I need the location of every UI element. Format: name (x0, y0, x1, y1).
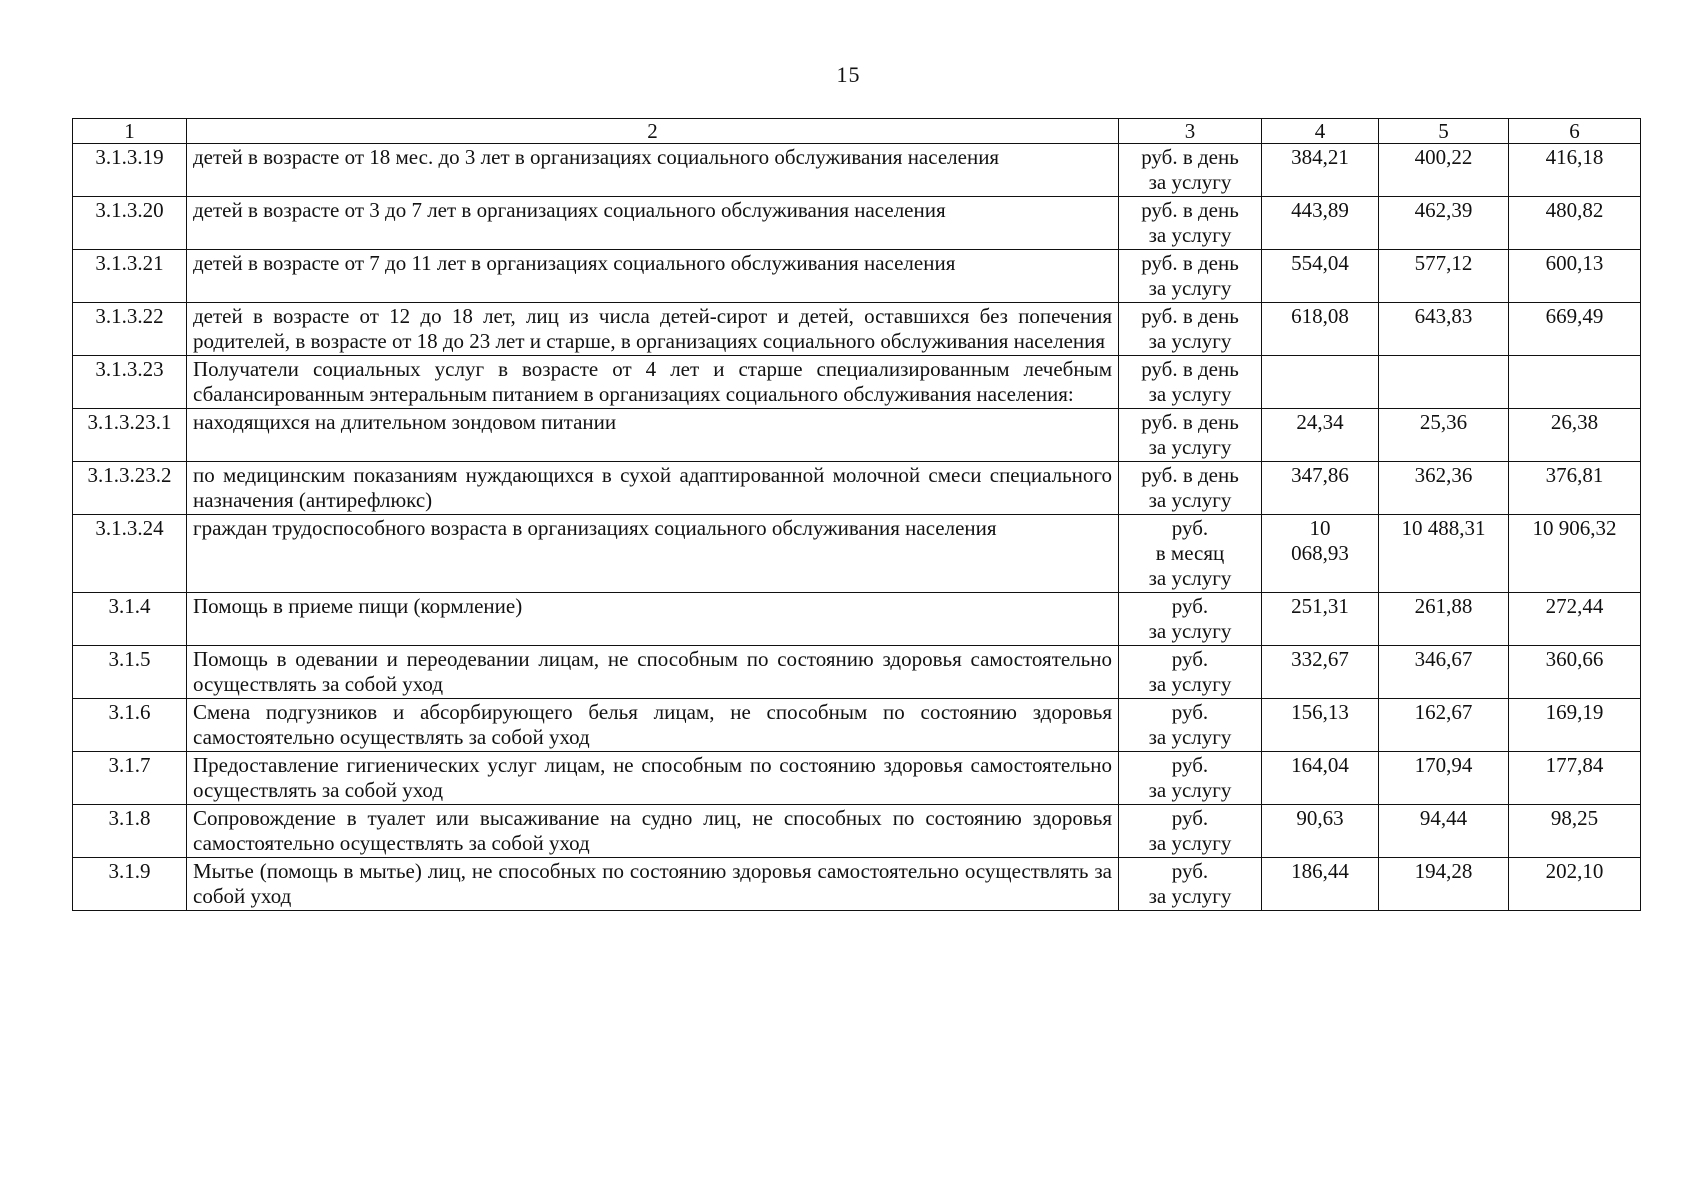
row-value-col5: 346,67 (1379, 646, 1509, 699)
row-value-col4: 10 068,93 (1262, 515, 1379, 593)
header-cell: 1 (73, 119, 187, 144)
row-value-col4: 347,86 (1262, 462, 1379, 515)
row-description: Мытье (помощь в мытье) лиц, не способных по состоянию здоровья самостоятельно осуществлять за собой уход (187, 858, 1119, 911)
row-unit: руб. в день за услугу (1119, 197, 1262, 250)
table-header (73, 119, 1641, 144)
table-body (73, 144, 1641, 911)
header-cell: 3 (1119, 119, 1262, 144)
row-value-col6 (1509, 356, 1641, 409)
row-value-col6: 202,10 (1509, 858, 1641, 911)
row-unit: руб. за услугу (1119, 593, 1262, 646)
row-value-col6: 360,66 (1509, 646, 1641, 699)
table-row (73, 593, 1641, 646)
row-unit: руб. за услугу (1119, 858, 1262, 911)
table-row (73, 752, 1641, 805)
row-value-col5: 94,44 (1379, 805, 1509, 858)
row-value-col4: 164,04 (1262, 752, 1379, 805)
table-row (73, 409, 1641, 462)
row-unit: руб. за услугу (1119, 646, 1262, 699)
row-value-col6: 600,13 (1509, 250, 1641, 303)
row-value-col5: 25,36 (1379, 409, 1509, 462)
row-unit: руб. за услугу (1119, 699, 1262, 752)
row-unit: руб. в день за услугу (1119, 409, 1262, 462)
row-value-col5: 400,22 (1379, 144, 1509, 197)
row-code: 3.1.3.20 (73, 197, 187, 250)
tariff-table (72, 118, 1641, 911)
header-cell: 2 (187, 119, 1119, 144)
row-code: 3.1.3.24 (73, 515, 187, 593)
row-code: 3.1.8 (73, 805, 187, 858)
row-value-col5: 577,12 (1379, 250, 1509, 303)
row-value-col5: 362,36 (1379, 462, 1509, 515)
row-description: находящихся на длительном зондовом питании (187, 409, 1119, 462)
row-value-col6: 376,81 (1509, 462, 1641, 515)
row-code: 3.1.7 (73, 752, 187, 805)
row-value-col4: 384,21 (1262, 144, 1379, 197)
table-row (73, 197, 1641, 250)
row-value-col4: 251,31 (1262, 593, 1379, 646)
page-number: 15 (836, 62, 861, 87)
row-value-col4: 332,67 (1262, 646, 1379, 699)
table-row (73, 805, 1641, 858)
row-description: детей в возрасте от 18 мес. до 3 лет в организациях социального обслуживания населения (187, 144, 1119, 197)
row-value-col4: 90,63 (1262, 805, 1379, 858)
row-value-col6: 177,84 (1509, 752, 1641, 805)
header-cell: 6 (1509, 119, 1641, 144)
row-value-col4: 443,89 (1262, 197, 1379, 250)
row-value-col6: 669,49 (1509, 303, 1641, 356)
row-description: по медицинским показаниям нуждающихся в сухой адаптированной молочной смеси специального назначения (антирефлюкс) (187, 462, 1119, 515)
row-value-col5: 643,83 (1379, 303, 1509, 356)
row-unit: руб. за услугу (1119, 805, 1262, 858)
row-description: детей в возрасте от 3 до 7 лет в организациях социального обслуживания населения (187, 197, 1119, 250)
table-row (73, 462, 1641, 515)
row-value-col6: 480,82 (1509, 197, 1641, 250)
row-code: 3.1.3.21 (73, 250, 187, 303)
row-value-col5: 194,28 (1379, 858, 1509, 911)
header-cell: 4 (1262, 119, 1379, 144)
row-value-col5 (1379, 356, 1509, 409)
row-value-col5: 162,67 (1379, 699, 1509, 752)
row-value-col6: 26,38 (1509, 409, 1641, 462)
row-value-col6: 169,19 (1509, 699, 1641, 752)
table-row (73, 646, 1641, 699)
row-value-col6: 10 906,32 (1509, 515, 1641, 593)
row-description: Предоставление гигиенических услуг лицам, не способным по состоянию здоровья самостоятельно осуществлять за собой уход (187, 752, 1119, 805)
row-value-col4: 618,08 (1262, 303, 1379, 356)
header-cell: 5 (1379, 119, 1509, 144)
row-value-col4: 186,44 (1262, 858, 1379, 911)
row-value-col4: 24,34 (1262, 409, 1379, 462)
row-code: 3.1.3.22 (73, 303, 187, 356)
row-code: 3.1.5 (73, 646, 187, 699)
row-code: 3.1.9 (73, 858, 187, 911)
row-unit: руб. в день за услугу (1119, 462, 1262, 515)
row-unit: руб. в месяц за услугу (1119, 515, 1262, 593)
table-row (73, 144, 1641, 197)
table-row (73, 858, 1641, 911)
row-value-col5: 261,88 (1379, 593, 1509, 646)
table-row (73, 356, 1641, 409)
row-value-col6: 416,18 (1509, 144, 1641, 197)
row-unit: руб. в день за услугу (1119, 144, 1262, 197)
row-unit: руб. в день за услугу (1119, 356, 1262, 409)
row-code: 3.1.3.23 (73, 356, 187, 409)
row-description: Помощь в одевании и переодевании лицам, не способным по состоянию здоровья самостоятельно осуществлять за собой уход (187, 646, 1119, 699)
row-value-col6: 272,44 (1509, 593, 1641, 646)
table-row (73, 515, 1641, 593)
row-description: Помощь в приеме пищи (кормление) (187, 593, 1119, 646)
row-value-col5: 170,94 (1379, 752, 1509, 805)
table-row (73, 303, 1641, 356)
table-row (73, 250, 1641, 303)
table-row (73, 699, 1641, 752)
row-code: 3.1.4 (73, 593, 187, 646)
row-unit: руб. в день за услугу (1119, 250, 1262, 303)
row-description: Сопровождение в туалет или высаживание на судно лиц, не способных по состоянию здоровья самостоятельно осуществлять за собой уход (187, 805, 1119, 858)
row-code: 3.1.3.19 (73, 144, 187, 197)
row-value-col6: 98,25 (1509, 805, 1641, 858)
row-description: граждан трудоспособного возраста в организациях социального обслуживания населения (187, 515, 1119, 593)
row-code: 3.1.3.23.1 (73, 409, 187, 462)
row-unit: руб. в день за услугу (1119, 303, 1262, 356)
row-value-col4: 156,13 (1262, 699, 1379, 752)
row-description: детей в возрасте от 12 до 18 лет, лиц из числа детей-сирот и детей, оставшихся без попечения родителей, в возрасте от 18 до 23 лет и старше, в организациях социального обслуживания населения (187, 303, 1119, 356)
row-description: детей в возрасте от 7 до 11 лет в организациях социального обслуживания населения (187, 250, 1119, 303)
row-value-col4 (1262, 356, 1379, 409)
row-code: 3.1.6 (73, 699, 187, 752)
row-description: Получатели социальных услуг в возрасте от 4 лет и старше специализированным лечебным сбалансированным энтеральным питанием в организациях социального обслуживания населения: (187, 356, 1119, 409)
row-code: 3.1.3.23.2 (73, 462, 187, 515)
row-value-col4: 554,04 (1262, 250, 1379, 303)
row-value-col5: 10 488,31 (1379, 515, 1509, 593)
row-description: Смена подгузников и абсорбирующего белья лицам, не способным по состоянию здоровья самостоятельно осуществлять за собой уход (187, 699, 1119, 752)
row-value-col5: 462,39 (1379, 197, 1509, 250)
header-row (73, 119, 1641, 144)
row-unit: руб. за услугу (1119, 752, 1262, 805)
